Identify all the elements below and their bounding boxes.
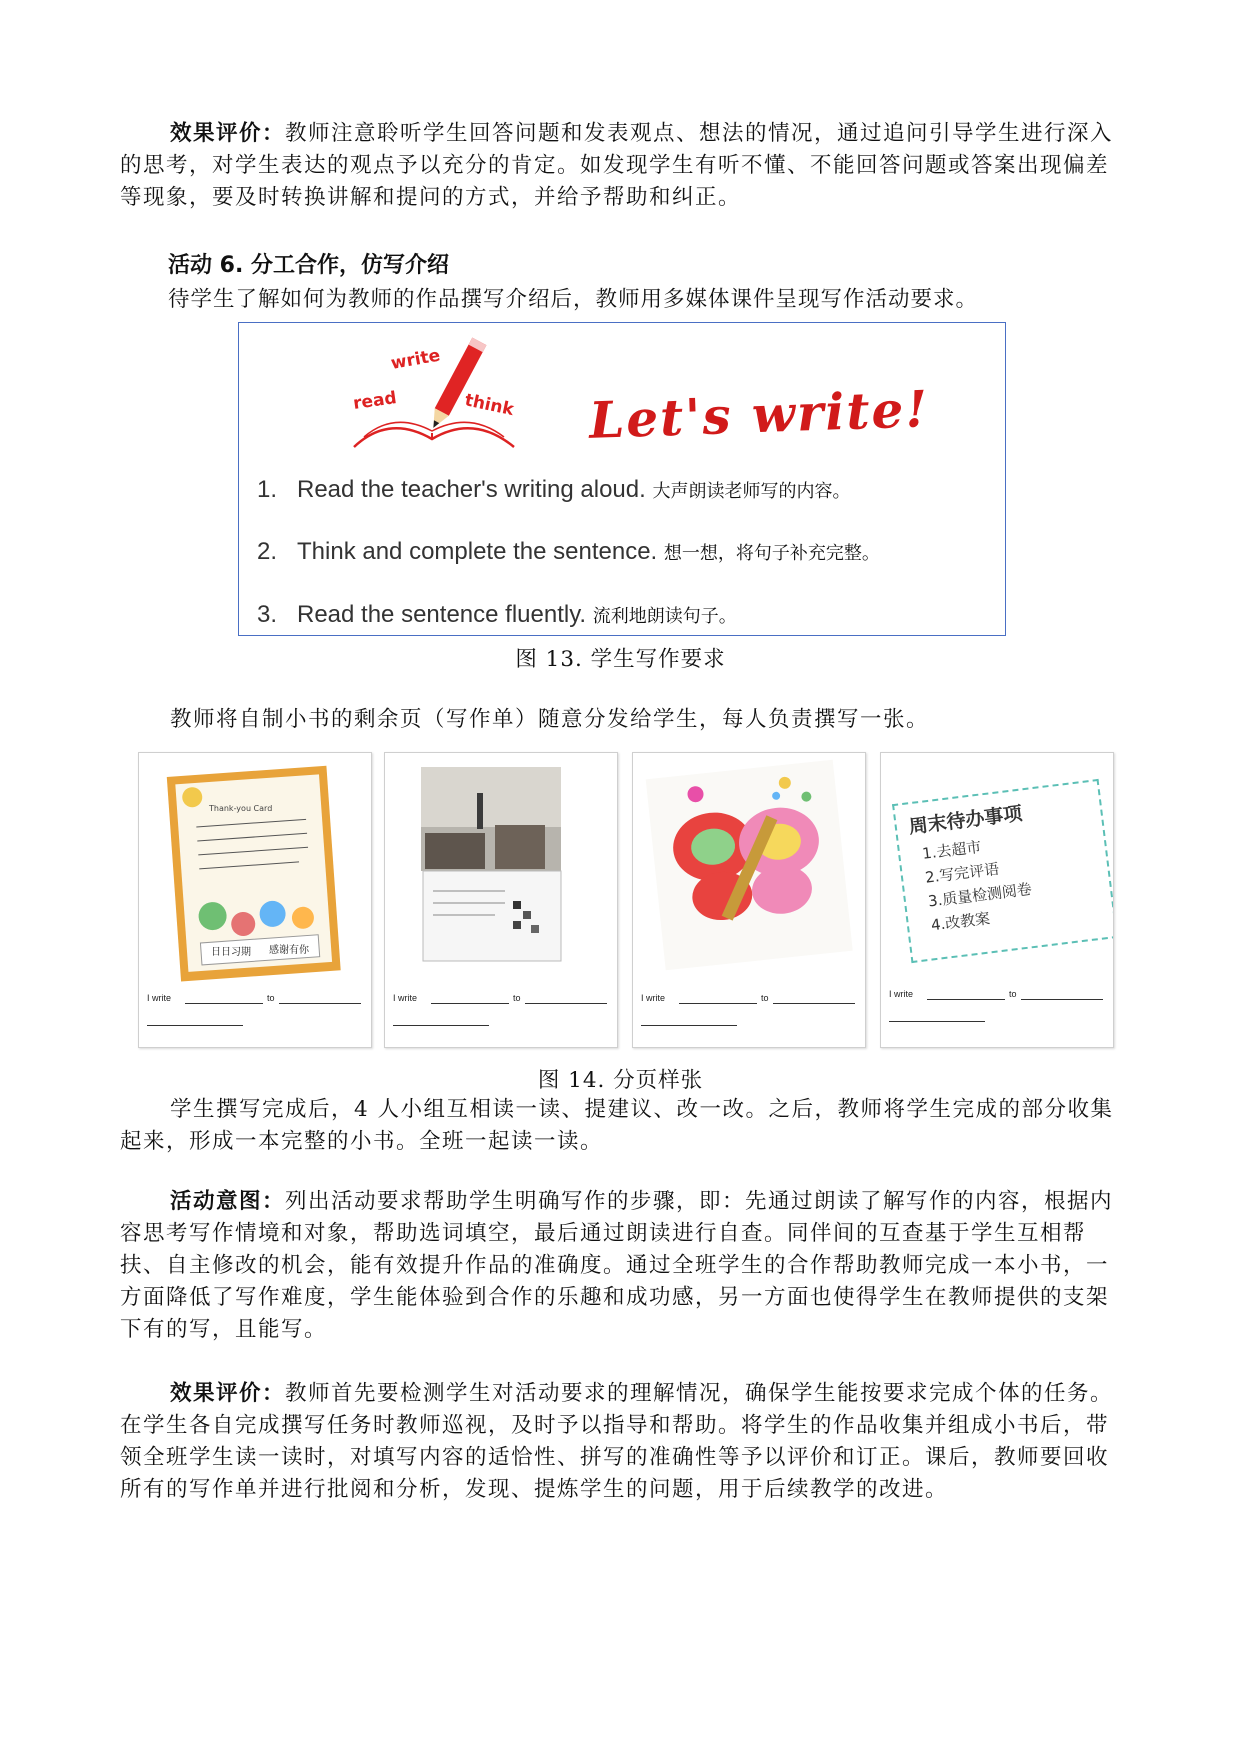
evaluation-label: 效果评价： [170, 121, 286, 146]
step-english: Read the teacher's writing aloud. [297, 476, 646, 503]
i-write-label: I write [641, 993, 666, 1003]
blank-line [431, 1003, 509, 1004]
evaluation-paragraph-2 [120, 1378, 1125, 1506]
step-chinese: 大声朗读老师写的内容。 [652, 481, 851, 502]
card-title: Thank-you Card [209, 804, 273, 813]
blank-line [1021, 999, 1103, 1000]
i-write-label: I write [393, 993, 418, 1003]
to-label: to [1009, 989, 1017, 999]
to-label: to [513, 993, 521, 1003]
todo-item: 3.质量检测阅卷 [927, 879, 1033, 911]
blank-line [525, 1003, 607, 1004]
logo-word-think: think [462, 390, 516, 421]
slide-step-2 [257, 538, 880, 566]
sample-sheet-2 [384, 752, 618, 1048]
photo-and-note [385, 753, 617, 983]
blank-line [147, 1025, 243, 1026]
i-write-label: I write [889, 989, 914, 999]
to-label: to [267, 993, 275, 1003]
figure-14-caption: 图 14. 分页样张 [537, 1068, 704, 1093]
step-number: 3. [257, 601, 278, 628]
step-number: 2. [257, 538, 278, 565]
evaluation-text: 教师首先要检测学生对活动要求的理解情况，确保学生能按要求完成个体的任务。在学生各自完成撰写任务时教师巡视，及时予以指导和帮助。将学生的作品收集并组成小书后，带领全班学生读一读时，对填写内容的适恰性、拼写的准确性等予以评价和订正。课后，教师要回收所有的写作单并进行批阅和分析，发现、提炼学生的问题，用于后续教学的改进。 [120, 1381, 1114, 1502]
blank-line [279, 1003, 361, 1004]
step-english: Think and complete the sentence. [297, 538, 658, 565]
todo-title: 周末待办事项 [907, 802, 1024, 839]
slide-figure [238, 322, 1006, 636]
logo-word-read: read [351, 388, 398, 414]
after-writing-paragraph: 学生撰写完成后，4 人小组互相读一读、提建议、改一改。之后，教师将学生完成的部分收集起来，形成一本完整的小书。全班一起读一读。 [120, 1097, 1114, 1154]
book-pencil-logo [334, 329, 534, 469]
todo-item: 2.写完评语 [924, 859, 1001, 887]
intent-text: 列出活动要求帮助学生明确写作的步骤，即：先通过朗读了解写作的内容，根据内容思考写作情境和对象，帮助选词填空，最后通过朗读进行自查。同伴间的互查基于学生互相帮扶、自主修改的机会，能有效提升作品的准确度。通过全班学生的合作帮助教师完成一本小书，一方面降低了写作难度，学生能体验到合作的乐趣和成功感，另一方面也使得学生在教师提供的支架下有的写，且能写。 [120, 1189, 1114, 1342]
step-chinese: 想一想，将句子补充完整。 [663, 543, 880, 564]
sample-sheet-4 [880, 752, 1114, 1048]
butterfly-craft-photo [633, 753, 865, 983]
sample-sheet-1 [138, 752, 372, 1048]
slide-title: Let's write! [588, 379, 931, 450]
blank-line [927, 999, 1005, 1000]
evaluation-text: 教师注意聆听学生回答问题和发表观点、想法的情况，通过追问引导学生进行深入的思考，对学生表达的观点予以充分的肯定。如发现学生有听不懂、不能回答问题或答案出现偏差等现象，要及时转换讲解和提问的方式，并给予帮助和纠正。 [120, 121, 1114, 210]
figure-13-caption: 图 13. 学生写作要求 [515, 647, 726, 672]
card-footer-left: 日日习期 [211, 947, 251, 958]
step-english: Read the sentence fluently. [297, 601, 587, 628]
step-chinese: 流利地朗读句子。 [592, 606, 737, 627]
evaluation-label: 效果评价： [170, 1381, 286, 1406]
card-footer-right: 感谢有你 [269, 945, 309, 956]
blank-line [393, 1025, 489, 1026]
logo-word-write: write [389, 345, 442, 374]
activity-intro: 待学生了解如何为教师的作品撰写介绍后，教师用多媒体课件呈现写作活动要求。 [168, 287, 979, 312]
blank-line [773, 1003, 855, 1004]
intent-paragraph [120, 1186, 1125, 1346]
i-write-label: I write [147, 993, 172, 1003]
todo-item: 1.去超市 [921, 837, 983, 863]
blank-line [679, 1003, 757, 1004]
todo-card [892, 779, 1114, 963]
sample-sheet-3 [632, 752, 866, 1048]
slide-step-3 [257, 601, 737, 629]
thank-you-card-photo [139, 753, 371, 983]
distribute-paragraph: 教师将自制小书的剩余页（写作单）随意分发给学生，每人负责撰写一张。 [170, 707, 930, 732]
blank-line [889, 1021, 985, 1022]
evaluation-paragraph-1 [120, 118, 1125, 214]
step-number: 1. [257, 476, 278, 503]
intent-label: 活动意图： [170, 1189, 286, 1214]
activity-heading: 活动 6. 分工合作，仿写介绍 [168, 253, 449, 278]
blank-line [641, 1025, 737, 1026]
slide-step-1 [257, 476, 850, 504]
to-label: to [761, 993, 769, 1003]
blank-line [185, 1003, 263, 1004]
todo-item: 4.改教案 [929, 909, 992, 935]
